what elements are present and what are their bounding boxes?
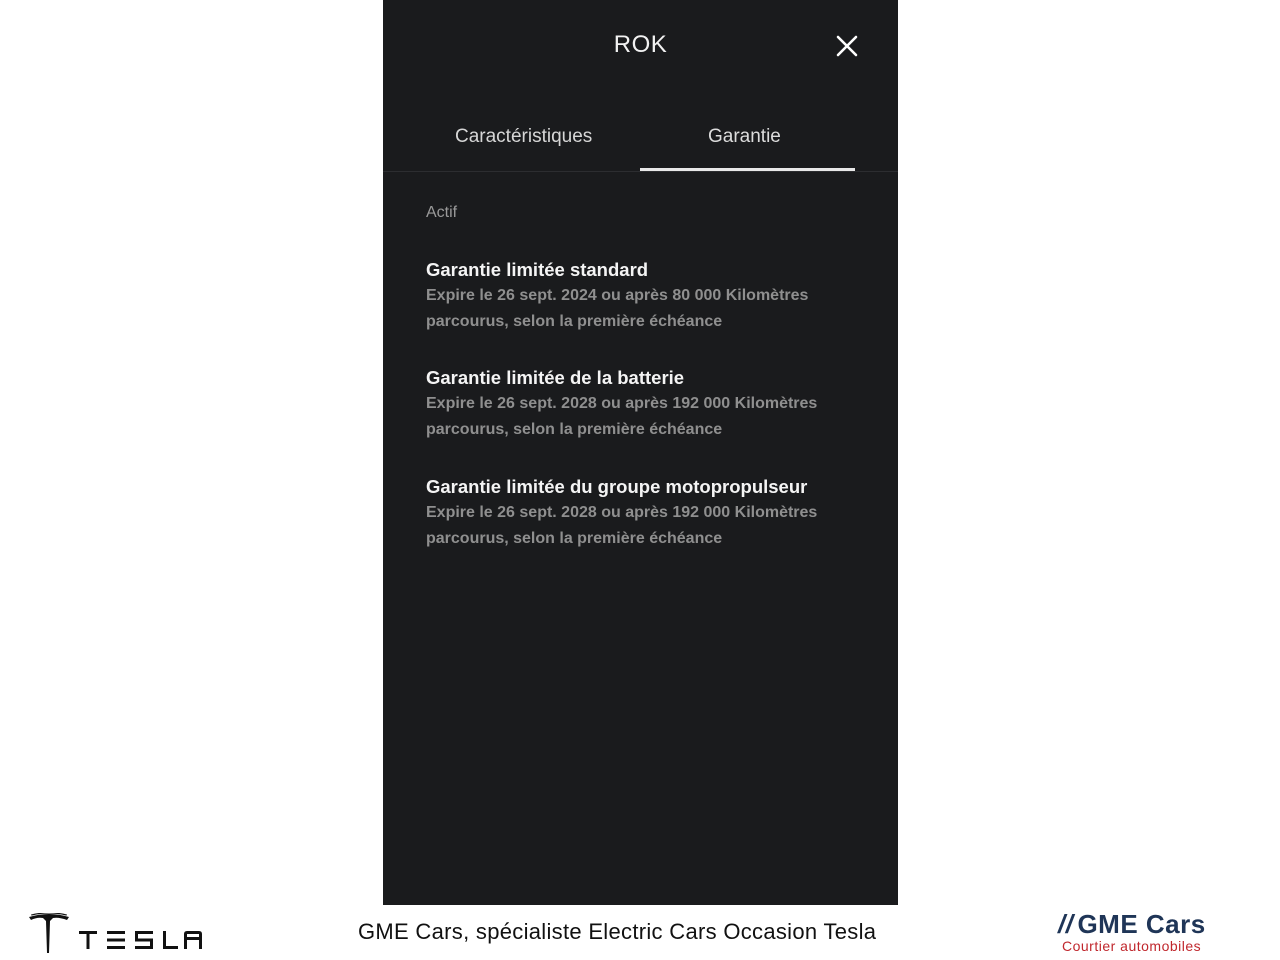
tab-caracteristiques[interactable]: Caractéristiques [455, 126, 593, 147]
tab-garantie[interactable]: Garantie [708, 126, 781, 147]
warranty-panel [383, 0, 898, 905]
warranty-title: Garantie limitée de la batterie [426, 367, 685, 388]
page-title: ROK [613, 31, 668, 58]
active-tab-indicator [640, 168, 855, 171]
warranty-title: Garantie limitée standard [426, 259, 649, 280]
close-icon[interactable] [835, 34, 859, 58]
warranty-description: Expire le 26 sept. 2024 ou après 80 000 Kilomètres parcourus, selon la première échéance [426, 287, 809, 330]
warranty-item-battery [426, 365, 866, 443]
footer-banner [0, 905, 1280, 960]
warranty-item-powertrain [426, 474, 866, 552]
section-label-actif: Actif [426, 204, 458, 221]
warranty-item-standard [426, 257, 866, 335]
gme-logo-wordmark: GME Cars [1077, 909, 1206, 939]
tesla-logo [27, 913, 205, 955]
tab-bar [383, 92, 898, 172]
gme-logo-name [1058, 909, 1206, 940]
footer-caption: GME Cars, spécialiste Electric Cars Occasion Tesla [358, 919, 877, 944]
panel-header [383, 0, 898, 92]
gme-logo-tagline: Courtier automobiles [1062, 938, 1202, 954]
gme-logo-slashes: // [1058, 909, 1074, 939]
warranty-description: Expire le 26 sept. 2028 ou après 192 000 Kilomètres parcourus, selon la première échéance [426, 504, 818, 547]
warranty-description: Expire le 26 sept. 2028 ou après 192 000 Kilomètres parcourus, selon la première échéance [426, 395, 818, 438]
gme-cars-logo [1058, 909, 1242, 955]
warranty-title: Garantie limitée du groupe motopropulseur [426, 476, 808, 497]
